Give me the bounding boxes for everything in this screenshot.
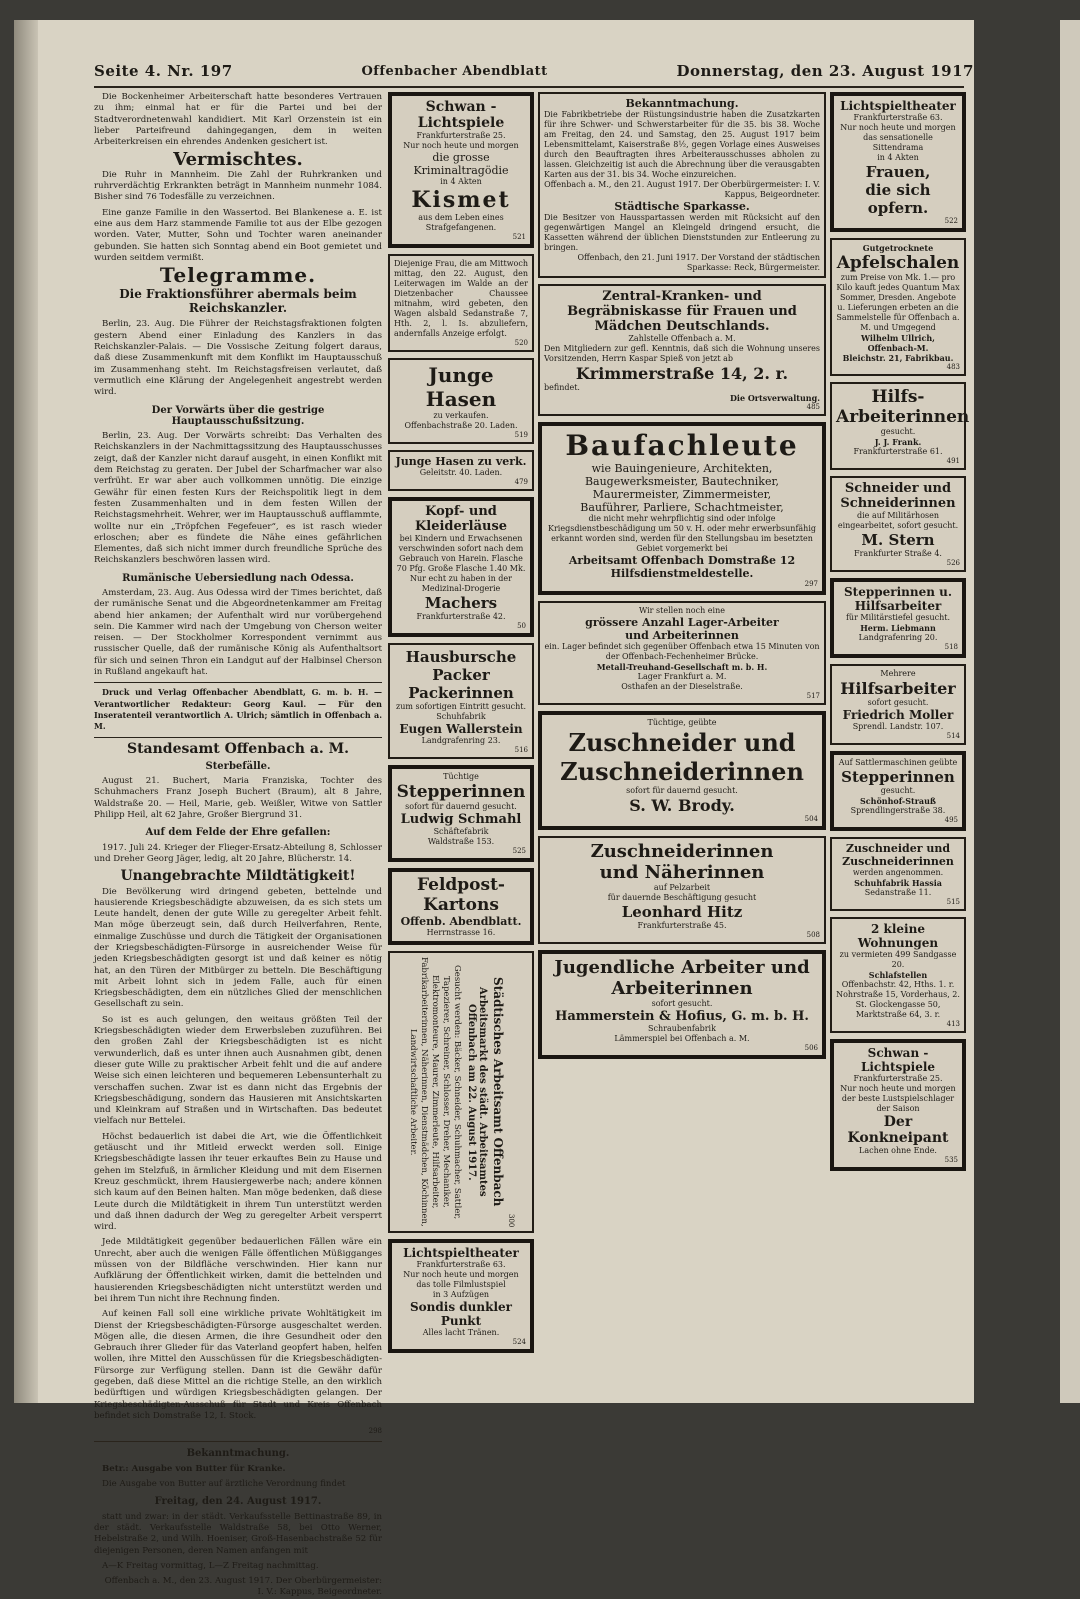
- vermischtes-p2: Eine ganze Familie in den Wassertod. Bei Blankenese a. E. ist eine aus dem Harz stammende Familie tot aus der Elbe gezogen worden. Vater, Mutter, Sohn und Tochter waren aneinander gebunden. Sie hatten sich Sonntag abend ein Boot gemietet und wurden seitdem vermißt.: [94, 207, 382, 263]
- ad-title: Schwan - Lichtspiele: [860, 1046, 936, 1074]
- ad-text: die grosse Kriminaltragödie: [413, 151, 509, 177]
- ad-company: Schuhfabrik Hassia: [854, 878, 942, 888]
- ad-title: grössere Anzahl Lager-Arbeiter: [585, 616, 779, 629]
- ad-number: 506: [804, 1044, 818, 1052]
- adjacent-page-edge: [1060, 20, 1080, 1403]
- ad-number: 526: [946, 559, 960, 567]
- ad-title: Kopf- und Kleiderläuse: [414, 504, 508, 534]
- ad-address: Sedanstraße 11.: [864, 888, 932, 897]
- ad-film-title: Frauen,: [865, 163, 931, 181]
- ad-text: Tüchtige: [443, 772, 479, 781]
- ad-address: Frankfurterstraße 63.: [853, 113, 943, 122]
- arbeitsmarkt-list: Gesucht werden: Bäcker, Schneider, Schuhmacher, Sattler, Tapezierer, Schreiner, Schlosser, Dreher, Mechaniker, Elektromonteure, Maurer, Zimmerleute, Hilfsarbeiter, Fabrikarbeiterinnen, Näherinnen, Dienstmädchen, Köchinnen, Landwirtschaftliche Arbeiter.: [408, 957, 462, 1227]
- notice-heading: Bekanntmachung.: [625, 97, 739, 110]
- ad-title: und Arbeiterinnen: [625, 629, 739, 642]
- divider: [94, 682, 382, 683]
- notice-text: Die Fabrikbetriebe der Rüstungsindustrie haben die Zusatzkarten für ihre Schwer- und Schwerstarbeiter für die 35. bis 38. Woche am Freitag, den 24. und Samstag, den 25. August 1917 beim Lebensmittelamt, Kaiserstraße 8½, gegen Vorlage eines Ausweises durch den Beauftragten ihres Arbeiterausschusses abholen zu lassen. Gleichzeitig ist auch die Abrechnung über die verausgabten Karten aus der 31. bis 34. Woche einzureichen.: [544, 110, 820, 179]
- ad-text: Bauführer, Parliere, Schachtmeister,: [580, 501, 784, 514]
- divider: [94, 737, 382, 738]
- ad-address: Frankfurterstraße 25.: [416, 131, 506, 140]
- ad-text: Baugewerksmeister, Bautechniker,: [584, 475, 780, 488]
- ad-number: 535: [944, 1156, 958, 1164]
- ad-company: Leonhard Hitz: [621, 903, 743, 921]
- ad-text: sofort für dauernd gesucht.: [405, 802, 517, 811]
- ad-apfelschalen: [830, 238, 966, 376]
- ad-address: Arbeitsamt Offenbach Domstraße 12: [568, 554, 796, 567]
- column-ads-3: [536, 92, 828, 1392]
- ad-text: Lachen ohne Ende.: [859, 1146, 937, 1155]
- standesamt-p1: August 21. Buchert, Maria Franziska, Tochter des Schuhmachers Franz Joseph Buchert (Braum), alt 8 Jahre, Waldstraße 20. — Heil, Marie, geb. Weißler, Witwe von Sattler Philipp Heil, alt 62 Jahre, Großer Biergrund 31.: [94, 776, 382, 821]
- ad-title: 2 kleine Wohnungen: [857, 922, 939, 950]
- ad-number: 508: [806, 931, 820, 939]
- telegramme-heading: Telegramme.: [159, 263, 317, 288]
- bek-sign: Offenbach a. M., den 23. August 1917. Der Oberbürgermeister: I. V.: Kappus, Beigeordneter.: [104, 1576, 382, 1598]
- ad-address: Sprendlingerstraße 38.: [850, 806, 946, 815]
- ad-address: Frankfurterstraße 61.: [853, 447, 943, 456]
- ad-title: Packerinnen: [408, 684, 514, 702]
- ad-number: 515: [946, 898, 960, 906]
- ad-number: 520: [514, 339, 528, 347]
- ad-title: Packer: [432, 666, 490, 684]
- ad-junge-hasen-1: [388, 358, 534, 444]
- ad-title: Zuschneider und: [845, 842, 951, 855]
- ad-text: Nur noch heute und morgen: [840, 123, 956, 132]
- ad-number: 519: [514, 431, 528, 439]
- ad-title: Lichtspieltheater: [403, 1246, 519, 1260]
- ad-company: M. Stern: [861, 531, 935, 549]
- ad-stepperinnen-liebmann: [830, 578, 966, 658]
- ad-text: Schäftefabrik: [433, 827, 489, 836]
- gefallen-heading: Auf dem Felde der Ehre gefallen:: [145, 827, 331, 839]
- ad-text: in 3 Aufzügen: [432, 1290, 490, 1299]
- mildtaetigkeit-heading: Unangebrachte Mildtätigkeit!: [120, 868, 356, 885]
- ad-number: 522: [944, 217, 958, 225]
- ad-naeherinnen-hitz: [538, 836, 826, 944]
- notice-zentral-krankenkasse: [538, 284, 826, 416]
- imprint: Druck und Verlag Offenbacher Abendblatt, G. m. b. H. — Verantwortlicher Redakteur: Georg Kaul. — Für den Inseratenteil verantwortlich A. Ulrich; sämtlich in Offenbach a. M.: [94, 687, 382, 732]
- notice-text: Den Mitgliedern zur gefl. Kenntnis, daß sich die Wohnung unseres Vorsitzenden, Herrn Kaspar Spieß von jetzt ab: [544, 344, 820, 363]
- ad-title: Schneiderinnen: [840, 496, 956, 511]
- ad-title: Hilfsarbeiter: [854, 599, 942, 613]
- ad-number: 518: [944, 643, 958, 651]
- ad-wohnungen: [830, 917, 966, 1033]
- ad-title: Junge Hasen: [425, 363, 497, 411]
- newspaper-page: [14, 20, 974, 1598]
- ad-title: Schneider und: [844, 481, 952, 496]
- ad-title: Stepperinnen u.: [843, 585, 953, 599]
- ad-number: 525: [512, 847, 526, 855]
- ad-text: das sensationelle Sittendrama: [863, 133, 933, 152]
- ad-jugendliche-arbeiter: [538, 950, 826, 1059]
- ad-title: Hilfsarbeiter: [840, 679, 956, 698]
- ad-number: 413: [946, 1020, 960, 1028]
- ad-text: der beste Lustspielschlager der Saison: [841, 1094, 955, 1113]
- ad-text: Nur noch heute und morgen: [840, 1084, 956, 1093]
- mild-number: 298: [368, 1427, 382, 1436]
- ad-text: das tolle Filmlustspiel: [416, 1280, 506, 1289]
- notice-signature: Die Ortsverwaltung.: [729, 393, 820, 403]
- ad-lichtspieltheater-sondi: [388, 1239, 534, 1353]
- ad-text: aus dem Leben eines Strafgefangenen.: [418, 213, 504, 232]
- ad-feldpost-kartons: [388, 868, 534, 945]
- arbeitsmarkt-heading: Arbeitsmarkt des städt. Arbeitsamtes Offenbach am 22. August 1917.: [466, 987, 488, 1197]
- ad-number: 504: [804, 815, 818, 823]
- ad-number: 491: [946, 457, 960, 465]
- ad-text: sofort gesucht.: [867, 698, 929, 707]
- ad-text: Tüchtige, geübte: [647, 718, 717, 727]
- ad-address: Landgrafenring 20.: [858, 633, 938, 642]
- ad-text: Diejenige Frau, die am Mittwoch mittag, den 22. August, den Leiterwagen im Walde an der Dietzenbacher Chaussee mitnahm, wird gebeten, den Wagen alsbald Sedanstraße 7, Hth. 2, l. Is. abzuliefern, andernfalls Anzeige erfolgt.: [394, 259, 528, 338]
- standesamt-heading: Standesamt Offenbach a. M.: [126, 740, 350, 757]
- ad-number: 516: [514, 746, 528, 754]
- ad-film-title: Sondis dunkler Punkt: [410, 1300, 512, 1328]
- ad-company: Hilfsdienstmeldestelle.: [610, 567, 754, 580]
- ad-title: Feldpost-Kartons: [416, 875, 505, 915]
- telegram-subheading-3: Rumänische Uebersiedlung nach Odessa.: [122, 572, 354, 584]
- header-date: Donnerstag, den 23. August 1917: [676, 62, 974, 80]
- ad-schwan-konkneipant: [830, 1039, 966, 1171]
- ad-schwan-kismet: [388, 92, 534, 248]
- ad-text: Schraubenfabrik: [648, 1024, 716, 1033]
- mild-p3: Höchst bedauerlich ist dabei die Art, wie die Öffentlichkeit getäuscht und ihr Mitleid erweckt werden soll. Einige Kriegsbeschädigte lassen ihr teuer erkauftes Bein zu Hause und gehen im Stelzfuß, in ärmlicher Kleidung und mit dem Eisernen Kreuz geschmückt, ihrem Hausiergewerbe nach; andere können sich kaum auf den Beinen halten. Man möge bedenken, daß diese Leute durch die Mildtätigkeit in ihrem Tun unterstützt werden und daß ihnen dadurch der Weg zu geregelter Arbeit versperrt wird.: [94, 1131, 382, 1233]
- ad-address: Landgrafenring 23.: [421, 736, 501, 745]
- ad-address: Bleichstr. 21, Fabrikbau.: [842, 353, 954, 363]
- ad-title: Stepperinnen: [841, 768, 955, 786]
- ad-schneider-stern: [830, 476, 966, 572]
- ad-address: Frankfurter Straße 4.: [854, 549, 942, 558]
- ad-number: 483: [946, 363, 960, 371]
- ad-number: 495: [944, 816, 958, 824]
- ad-text: wie Bauingenieure, Architekten,: [591, 462, 773, 475]
- ad-junge-hasen-2: [388, 450, 534, 491]
- ad-text: Alles lacht Tränen.: [422, 1328, 500, 1337]
- ad-address: Waldstraße 153.: [427, 837, 495, 846]
- mild-p1: Die Bevölkerung wird dringend gebeten, bettelnde und hausierende Kriegsbeschädigte abzuweisen, da es sich stets um Leute handelt, denen der gute Wille zu geregelter Arbeit fehlt. Man möge überzeugt sein, daß durch Heilverfahren, Rente, einmalige Zuschüsse und durch die Tätigkeit der Organisationen der Kriegsbeschädigten-Fürsorge in ausreichender Weise für jeden Kriegsbeschädigten gesorgt ist und daß keiner es nötig hat, an den Türen der Mitbürger zu betteln. Die Beschäftigung mit Arbeit lohnt sich in jedem Falle, auch für einen Kriegsbeschädigten, dem ein nützliches Glied der menschlichen Gesellschaft zu sein.: [94, 886, 382, 1010]
- ad-text: gesucht.: [880, 786, 916, 795]
- ad-text: in 4 Akten: [440, 177, 482, 186]
- divider: [94, 1441, 382, 1442]
- ad-company: Friedrich Moller: [842, 708, 954, 722]
- ad-address: Frankfurterstraße 25.: [853, 1074, 943, 1083]
- ad-number: 479: [514, 478, 528, 486]
- ad-text: Maurermeister, Zimmermeister,: [592, 488, 772, 501]
- ad-address: Frankfurterstraße 63.: [416, 1260, 506, 1269]
- ad-title: Zuschneiderinnen: [560, 757, 804, 786]
- ad-zuschneider-hassia: [830, 837, 966, 911]
- ad-film-title: Kismet: [411, 187, 511, 213]
- standesamt-p2: 1917. Juli 24. Krieger der Flieger-Ersatz-Abteilung 8, Schlosser und Dreher Georg Jäger, ledig, alt 20 Jahre, Blücherstr. 14.: [94, 842, 382, 864]
- ad-title: Arbeiterinnen: [836, 407, 970, 427]
- ad-title: Zuschneiderinnen: [590, 841, 774, 862]
- notice-text: Zahlstelle Offenbach a. M.: [628, 334, 736, 343]
- ad-stepperinnen-strauss: [830, 751, 966, 831]
- ad-baufachleute: [538, 422, 826, 595]
- ad-company: Hammerstein & Hofius, G. m. b. H.: [555, 1009, 809, 1024]
- ad-address: Frankfurterstraße 42.: [416, 612, 506, 621]
- ad-company: Ludwig Schmahl: [400, 812, 522, 827]
- ad-text: für Militärstiefel gesucht.: [845, 613, 951, 622]
- ad-address: Osthafen an der Dieselstraße.: [621, 682, 743, 691]
- notice-text: befindet.: [544, 383, 580, 392]
- ad-number: 485: [806, 403, 820, 411]
- ad-address: Frankfurterstraße 45.: [637, 921, 727, 930]
- ad-text: bei Kindern und Erwachsenen verschwinden sofort nach dem Gebrauch von Harein. Flasche 70 Pfg. Große Flasche 1.40 Mk. Nur echt zu haben in der Medizinal-Drogerie: [396, 534, 526, 593]
- ad-company: Herm. Liebmann: [860, 623, 936, 633]
- notice-text: Die Besitzer von Hausspartassen werden mit Rücksicht auf den gegenwärtigen Mangel an Kleingeld dringend ersucht, die Kassetten während der üblichen Dienststunden zur Entleerung zu bringen.: [544, 213, 820, 252]
- ad-number: 517: [806, 692, 820, 700]
- notice-signature: Offenbach, den 21. Juni 1917. Der Vorstand der städtischen Sparkasse: Reck, Bürgermeister.: [577, 253, 820, 272]
- intro-paragraph: Die Bockenheimer Arbeiterschaft hatte besonderes Vertrauen zu ihm; einmal hat er für die Partei und bei der Stadtverordnetenwahl kandidiert. Mit Karl Orzenstein ist ein lieber Parteifreund dahingegangen, dem in weiten Arbeiterkreisen ein ehrendes Andenken gesichert ist.: [94, 92, 382, 148]
- header-rule: [94, 86, 964, 88]
- bek-p1: Die Ausgabe von Butter auf ärztliche Verordnung findet: [102, 1479, 346, 1490]
- header-page-number: Seite 4. Nr. 197: [94, 62, 233, 80]
- column-ads-2: [386, 92, 536, 1392]
- ad-text: die auf Militärhosen eingearbeitet, sofort gesucht.: [837, 511, 959, 530]
- ad-number: 524: [512, 1338, 526, 1346]
- ad-kopflaeuse: [388, 497, 534, 637]
- ad-title: und Näherinnen: [599, 862, 765, 883]
- ad-company: S. W. Brody.: [629, 796, 735, 815]
- ad-title: Jugendliche Arbeiter und: [554, 957, 810, 978]
- ad-company: Schönhof-Strauß: [859, 796, 936, 806]
- column-ads-4: [828, 92, 968, 1392]
- ad-text: Schuhfabrik: [436, 712, 486, 721]
- ad-title: Stepperinnen: [396, 782, 526, 802]
- ad-arbeitsamt-vertical: [388, 951, 534, 1233]
- ad-text: zum sofortigen Eintritt gesucht.: [396, 702, 526, 711]
- ad-company: Eugen Wallerstein: [399, 722, 523, 736]
- ad-title: Lichtspieltheater: [840, 99, 956, 113]
- ad-text: ein. Lager befindet sich gegenüber Offenbach etwa 15 Minuten von der Offenbach-Fechenheimer Brücke.: [544, 642, 820, 661]
- ad-text: sofort gesucht.: [651, 999, 713, 1008]
- ad-address: Lämmerspiel bei Offenbach a. M.: [614, 1034, 750, 1043]
- ad-address: Herrnstrasse 16.: [426, 928, 496, 937]
- sterbefaelle-heading: Sterbefälle.: [205, 760, 271, 772]
- ad-text: zum Preise von Mk. 1.— pro Kilo kauft jedes Quantum Max Sommer, Dresden. Angebote u. Lieferungen erbeten an die Sammelstelle für Offenbach a. M. und Umgegend: [836, 273, 960, 332]
- ad-text: werden angenommen.: [852, 868, 944, 877]
- ad-text: zu vermieten 499 Sandgasse 20.: [839, 950, 957, 969]
- notice-heading: Städtische Sparkasse.: [614, 200, 750, 213]
- ad-zuschneider-brody: [538, 711, 826, 830]
- ad-title: Schwan - Lichtspiele: [417, 99, 505, 131]
- ad-title: Schlafstellen: [868, 970, 928, 980]
- notice-bekanntmachung: [538, 92, 826, 278]
- ad-company: Offenb. Abendblatt.: [400, 915, 522, 928]
- ad-text: Wir stellen noch eine: [639, 606, 725, 615]
- ad-company: J. J. Frank.: [874, 437, 922, 447]
- ad-frauen-opfern: [830, 92, 966, 232]
- ad-text: Gutgetrocknete: [862, 243, 934, 253]
- ad-number: 297: [804, 580, 818, 588]
- telegram-p3: Amsterdam, 23. Aug. Aus Odessa wird der Times berichtet, daß der rumänische Senat und die Abgeordnetenkammer am Freitag abend hier ankamen; der Aufenthalt wird nur vorübergehend sein. Die Kammer wird nach der Umgebung von Cherson weiter reisen. — Der Stockholmer Korrespondent vernimmt aus russischer Quelle, daß der rumänische König als Aufenthaltsort für sich und seinen Thron ein Landgut auf der Halbinsel Cherson in Rußland angekauft hat.: [94, 587, 382, 678]
- telegram-subheading-2: Der Vorwärts über die gestrige Hauptausschußsitzung.: [151, 404, 325, 427]
- notice-address: Krimmerstraße 14, 2. r.: [575, 364, 789, 383]
- ad-text: Mehrere: [880, 669, 916, 678]
- ad-company: Machers: [424, 594, 498, 612]
- bek-date: Freitag, den 24. August 1917.: [154, 1496, 322, 1508]
- ad-title: Hilfs-: [871, 387, 925, 407]
- ad-title: Zuschneiderinnen: [842, 855, 954, 868]
- mild-p4: Jede Mildtätigkeit gegenüber bedauerlichen Fällen wäre ein Unrecht, aber auch die wenigen Fälle öffentlichen Müßigganges müssen von der Bildfläche verschwinden. Hier kann nur Aufklärung der Öffentlichkeit wirken, damit die bettelnden und hausierenden Kriegsbeschädigten nicht unterstützt werden und bei ihrem Tun nicht ihre Rechnung finden.: [94, 1237, 382, 1304]
- ad-company: Metall-Treuhand-Gesellschaft m. b. H.: [596, 662, 768, 672]
- notice-signature: Offenbach a. M., den 21. August 1917. Der Oberbürgermeister: I. V. Kappus, Beigeordneter.: [544, 180, 820, 199]
- ad-address: Geleitstr. 40. Laden.: [419, 468, 503, 477]
- ad-title: Junge Hasen zu verk.: [395, 455, 527, 468]
- ad-hilfsarbeiter-moller: [830, 664, 966, 745]
- ad-film-title: Der Konkneipant: [847, 1114, 949, 1146]
- vermischtes-heading: Vermischtes.: [173, 149, 303, 171]
- ad-company: Wilhelm Ullrich, Offenbach-M.: [861, 333, 935, 353]
- ad-text: Nur noch heute und morgen: [403, 141, 519, 150]
- ad-address: Sprendl. Landstr. 107.: [852, 722, 944, 731]
- notice-heading: Zentral-Kranken- und Begräbniskasse für Frauen und Mädchen Deutschlands.: [567, 289, 797, 334]
- ad-text: für dauernde Beschäftigung gesucht: [607, 893, 757, 902]
- ad-lager-arbeiter: [538, 601, 826, 705]
- ad-title: Zuschneider und: [568, 728, 796, 757]
- ad-text: Nur noch heute und morgen: [403, 1270, 519, 1279]
- header-masthead: Offenbacher Abendblatt: [361, 63, 548, 79]
- bek-p2: statt und zwar: in der städt. Verkaufsstelle Bettinastraße 89, in der städt. Verkaufsstelle Waldstraße 58, bei Otto Werner, Hebelstraße 2, und Wilh. Hoeniser, Groß-Hasenbachstraße 52 für diejenigen Personen, deren Namen anfangen mit: [94, 1511, 382, 1556]
- ad-address: Offenbachstr. 42, Hths. 1. r. Nohrstraße 15, Vorderhaus, 2. St. Glockengasse 50, Marktstraße 64, 3. r.: [836, 980, 960, 1019]
- ad-title: Apfelschalen: [836, 253, 960, 273]
- ad-text: gesucht.: [880, 427, 916, 436]
- vermischtes-p1: Die Ruhr in Mannheim. Die Zahl der Ruhrkranken und ruhrverdächtig Erkrankten beträgt in Mannheim nunmehr 1084. Bisher sind 76 Todesfälle zu verzeichnen.: [94, 169, 382, 203]
- column-news: [94, 92, 382, 1598]
- mild-p2: So ist es auch gelungen, den weitaus größten Teil der Kriegsbeschädigten wieder dem Erwerbsleben zuzuführen. Bei den großen Zahl der Kriegsbeschädigten ist es nicht verwunderlich, daß es unter ihnen auch Ausnahmen gibt, denen dieser gute Wille zu praktischer Arbeit fehlt und die auf andere Weise sich einen leichteren und bequemeren Lebensunterhalt zu verschaffen suchen. Zwar ist es dann nicht das Ergebnis der Kriegsbeschädigung, sondern das Hausieren mit Ansichtskarten und Kleinkram auf Straßen und in Wirtschaften. Das bedeutet vielfach nur Bettelei.: [94, 1014, 382, 1127]
- ad-address: Offenbachstraße 20. Laden.: [404, 421, 518, 430]
- ad-number: 50: [517, 622, 526, 630]
- ad-stepperinnen-schmahl: [388, 765, 534, 862]
- page-binding: [14, 20, 38, 1403]
- ad-film-title: die sich opfern.: [865, 181, 931, 217]
- bekanntmachung-heading: Bekanntmachung.: [186, 1448, 290, 1460]
- ad-text: zu verkaufen.: [433, 411, 489, 420]
- mild-p5: Auf keinen Fall soll eine wirkliche private Wohltätigkeit im Dienst der Kriegsbeschädigten-Fürsorge ausgeschaltet werden. Mögen alle, die diesen Armen, die ihre Gesundheit oder den Gebrauch ihrer Glieder für das Vaterland geopfert haben, helfen wollen, ihre Mittel den Ausschüssen für die Kriegsbeschädigten-Fürsorge zur Verfügung stellen. Dann ist die Gewähr dafür gegeben, daß diese Mittel an die richtige Stelle, an den wirklich bedürftigen und würdigen Kriegsbeschädigten gelangen. Der Kriegsbeschädigten-Ausschuß für Stadt und Kreis Offenbach befindet sich Domstraße 12, I. Stock.: [94, 1309, 382, 1421]
- telegram-p1: Berlin, 23. Aug. Die Führer der Reichstagsfraktionen folgten gestern Abend einer Einladung des Kanzlers in das Reichskanzler-Palais. — Die Vossische Zeitung folgert daraus, daß diese Zusammenkunft mit dem Konflikt im Hauptausschuß im Zusammenhang steht. Im Reichstagsfreisen verlautet, daß vermutlich eine Klärung der Angelegenheit angestrebt werden wird.: [94, 319, 382, 398]
- page-header: [94, 60, 974, 82]
- ad-text: auf Pelzarbeit: [653, 883, 711, 892]
- ad-text: Auf Sattlermaschinen geübte: [838, 758, 958, 767]
- ad-leiterwagen: [388, 254, 534, 352]
- ad-hilfs-arbeiterinnen: [830, 382, 970, 470]
- telegram-p2: Berlin, 23. Aug. Der Vorwärts schreibt: Das Verhalten des Reichskanzlers in der Nachmittagssitzung des Hauptausschusses zeigt, daß der Kanzler nicht darauf ausgeht, in einen Konflikt mit dem Reichstag zu geraten. Der Jubel der Scharfmacher war also verfrüht. Er war aber auch vollkommen unnötig. Die einzige Gewähr für einen festen Kurs der Reichspolitik liegt in dem festen Zusammenhalten und in dem festen Willen der Reichstagsmehrheit. Wehrer, wer im Hauptausschuß aufflammte, wollte nur ein „Tröpfchen Fegefeuer“, es ist rasch wieder erloschen; aber es fündete die Nähe eines gefährlichen Elementes, daß sich nicht immer durch freundliche Sprüche des Reichskanzlers beschwören lassen wird.: [94, 431, 382, 566]
- ad-hausbursche: [388, 643, 534, 759]
- arbeitsamt-title: Städtisches Arbeitsamt Offenbach: [491, 977, 505, 1207]
- ad-number: 300: [507, 1213, 515, 1227]
- ad-text: sofort für dauernd gesucht.: [626, 786, 738, 795]
- ad-text: Lager Frankfurt a. M.: [637, 672, 727, 681]
- ad-title: Hausbursche: [405, 648, 517, 666]
- ad-text: die nicht mehr wehrpflichtig sind oder infolge Kriegsdienstbeschädigung um 50 v. H. oder mehr erwerbsunfähig erkannt worden sind, werden für den Stellungsbau im besetzten Gebiet vorgemerkt bei: [548, 514, 816, 553]
- ad-number: 514: [946, 732, 960, 740]
- ad-text: in 4 Akten: [877, 153, 919, 162]
- ad-title: Baufachleute: [565, 429, 799, 462]
- ad-number: 521: [512, 233, 526, 241]
- telegram-subheading-1: Die Fraktionsführer abermals beim Reichskanzler.: [119, 287, 357, 316]
- bek-betr: Betr.: Ausgabe von Butter für Kranke.: [102, 1463, 286, 1474]
- bek-p3: A—K Freitag vormittag, L—Z Freitag nachmittag.: [102, 1560, 319, 1571]
- ad-title: Arbeiterinnen: [611, 978, 753, 999]
